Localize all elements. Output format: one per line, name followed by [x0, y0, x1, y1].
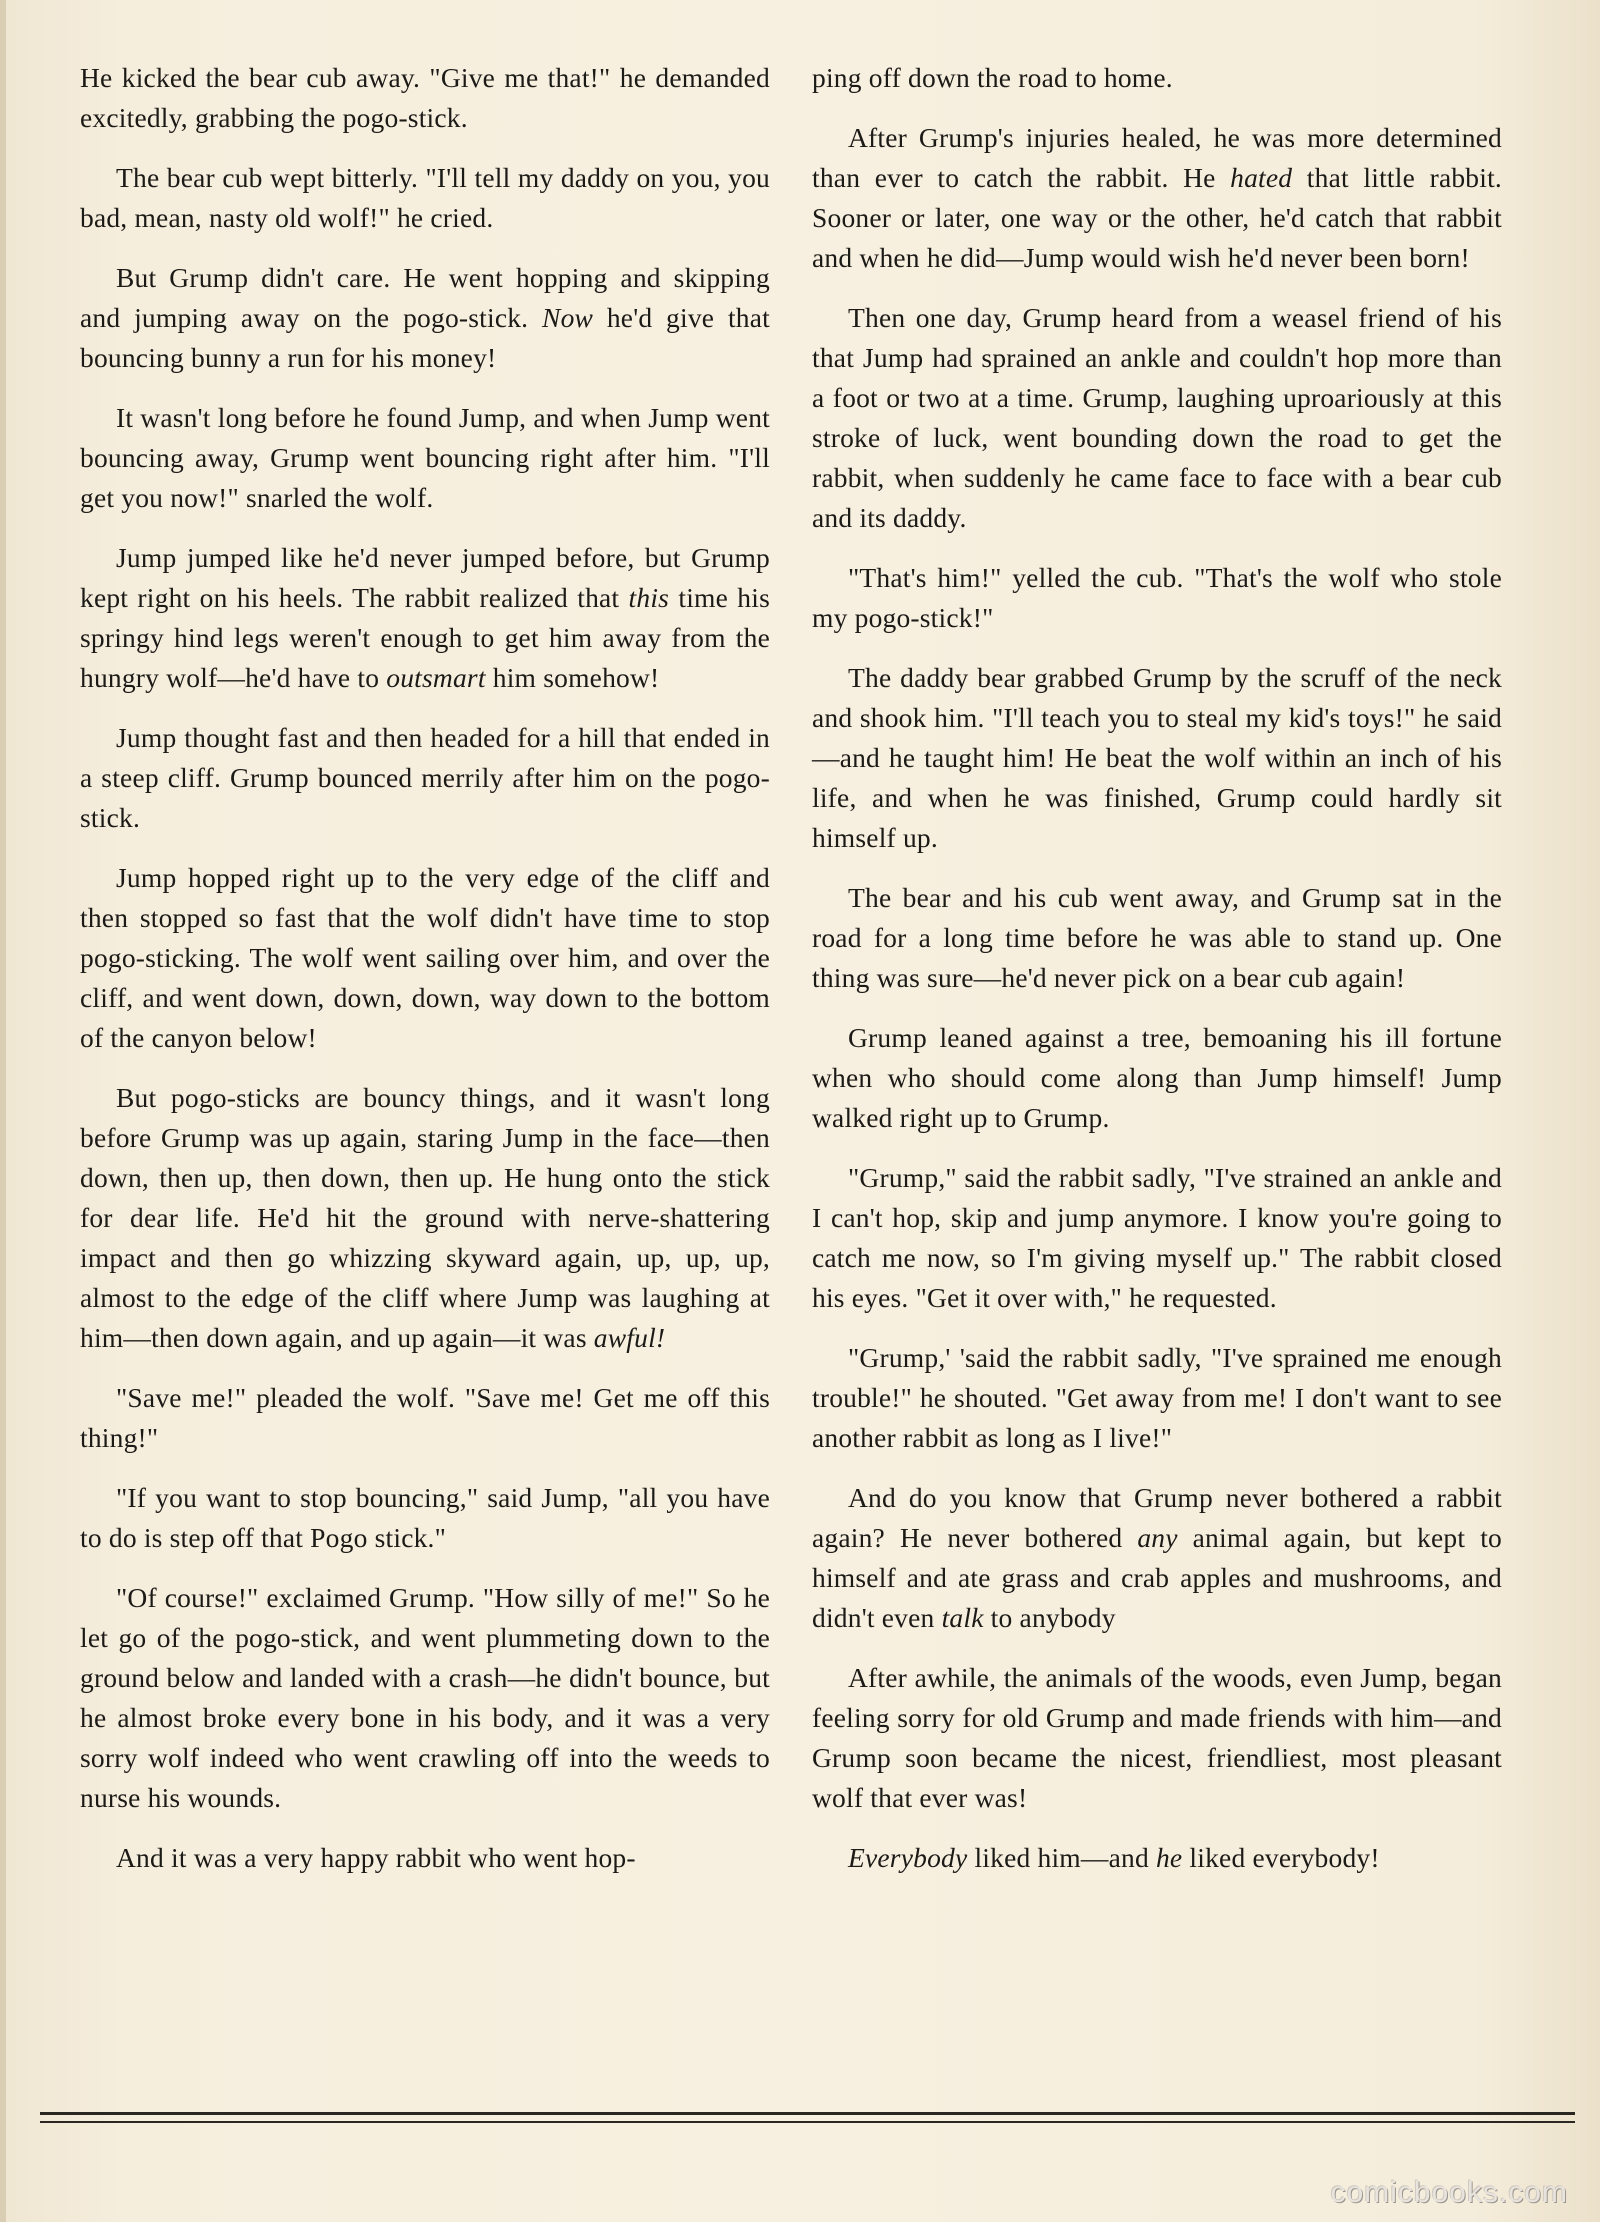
paragraph [80, 858, 770, 1058]
paragraph [80, 1838, 770, 1878]
text-run: Jump jumped like he'd never jumped before, but Grump kept right on his heels. The rabbit realized that [80, 542, 770, 613]
bottom-rule [40, 2112, 1575, 2123]
emphasis-text: outsmart [386, 662, 486, 693]
left-text-column [80, 58, 770, 1898]
text-run: "Grump," said the rabbit sadly, "I've strained an ankle and I can't hop, skip and jump anymore. I know you're going to catch me now, so I'm giving myself up." The rabbit closed his eyes. "Get it over with," he requested. [812, 1162, 1502, 1313]
paragraph [812, 1338, 1502, 1458]
paragraph [812, 1838, 1502, 1878]
emphasis-text: talk [941, 1602, 984, 1633]
paragraph [80, 258, 770, 378]
text-run: After Grump's injuries healed, he was more determined than ever to catch the rabbit. He [812, 122, 1502, 193]
text-run: ping off down the road to home. [812, 62, 1173, 93]
text-run: him somehow! [485, 662, 660, 693]
paragraph [812, 1158, 1502, 1318]
paragraph [80, 718, 770, 838]
paragraph [812, 58, 1502, 98]
paragraph [812, 658, 1502, 858]
paragraph [80, 1378, 770, 1458]
text-run: "Grump,' 'said the rabbit sadly, "I've sprained me enough trouble!" he shouted. "Get away from me! I don't want to see another rabbit as long as I live!" [812, 1342, 1502, 1453]
watermark: comicbooks.com [1330, 2176, 1568, 2209]
text-run: And do you know that Grump never bothered a rabbit again? He never bothered [812, 1482, 1502, 1553]
text-run: After awhile, the animals of the woods, even Jump, began feeling sorry for old Grump and made friends with him—and Grump soon became the nicest, friendliest, most pleasant wolf that ever was! [812, 1662, 1502, 1813]
paragraph [812, 558, 1502, 638]
text-run: The bear and his cub went away, and Grump sat in the road for a long time before he was able to stand up. One thing was sure—he'd never pick on a bear cub again! [812, 882, 1502, 993]
paragraph [812, 1478, 1502, 1638]
scan-edge [0, 0, 6, 2222]
paragraph [812, 118, 1502, 278]
paragraph [80, 58, 770, 138]
text-run: he'd give that bouncing bunny a run for his money! [80, 302, 770, 373]
text-run: Grump leaned against a tree, bemoaning his ill fortune when who should come along than Jump himself! Jump walked right up to Grump. [812, 1022, 1502, 1133]
paragraph [812, 1658, 1502, 1818]
text-run: He kicked the bear cub away. "Give me that!" he demanded excitedly, grabbing the pogo-stick. [80, 62, 770, 133]
emphasis-text: awful! [593, 1322, 666, 1353]
text-run: "That's him!" yelled the cub. "That's the wolf who stole my pogo-stick!" [812, 562, 1502, 633]
paragraph [80, 158, 770, 238]
text-run: And it was a very happy rabbit who went hop- [116, 1842, 636, 1873]
text-run: liked everybody! [1182, 1842, 1380, 1873]
rule-line-thick [40, 2112, 1575, 2115]
text-run: that little rabbit. Sooner or later, one way or the other, he'd catch that rabbit and when he did—Jump would wish he'd never been born! [812, 162, 1502, 273]
emphasis-text: Now [542, 302, 594, 333]
text-run: "Of course!" exclaimed Grump. "How silly of me!" So he let go of the pogo-stick, and went plummeting down to the ground below and landed with a crash—he didn't bounce, but he almost broke every bone in his body, and it was a very sorry wolf indeed who went crawling off into the weeds to nurse his wounds. [80, 1582, 770, 1813]
paragraph [80, 1578, 770, 1818]
emphasis-text: this [628, 582, 670, 613]
text-run: "Save me!" pleaded the wolf. "Save me! Get me off this thing!" [80, 1382, 770, 1453]
text-run: But Grump didn't care. He went hopping and skipping and jumping away on the pogo-stick. [80, 262, 770, 333]
paragraph [80, 1478, 770, 1558]
emphasis-text: any [1137, 1522, 1178, 1553]
text-run: The bear cub wept bitterly. "I'll tell my daddy on you, you bad, mean, nasty old wolf!" he cried. [80, 162, 770, 233]
text-run: Jump hopped right up to the very edge of the cliff and then stopped so fast that the wolf didn't have time to stop pogo-sticking. The wolf went sailing over him, and over the cliff, and went down, down, down, way down to the bottom of the canyon below! [80, 862, 770, 1053]
paragraph [812, 1018, 1502, 1138]
right-text-column [812, 58, 1502, 1898]
text-run: It wasn't long before he found Jump, and when Jump went bouncing away, Grump went bouncing right after him. "I'll get you now!" snarled the wolf. [80, 402, 770, 513]
text-run: The daddy bear grabbed Grump by the scruff of the neck and shook him. "I'll teach you to steal my kid's toys!" he said—and he taught him! He beat the wolf within an inch of his life, and when he was finished, Grump could hardly sit himself up. [812, 662, 1502, 853]
paragraph [812, 878, 1502, 998]
emphasis-text: he [1155, 1842, 1183, 1873]
rule-line-thin [40, 2121, 1575, 2123]
text-run: time his springy hind legs weren't enough to get him away from the hungry wolf—he'd have to [80, 582, 771, 693]
text-run: Then one day, Grump heard from a weasel friend of his that Jump had sprained an ankle and couldn't hop more than a foot or two at a time. Grump, laughing uproariously at this stroke of luck, went bounding down the road to get the rabbit, when suddenly he came face to face with a bear cub and its daddy. [812, 302, 1502, 533]
emphasis-text: hated [1230, 162, 1293, 193]
text-run: Jump thought fast and then headed for a hill that ended in a steep cliff. Grump bounced merrily after him on the pogo-stick. [80, 722, 770, 833]
text-run: "If you want to stop bouncing," said Jump, "all you have to do is step off that Pogo stick." [80, 1482, 770, 1553]
paragraph [812, 298, 1502, 538]
text-run: to anybody [983, 1602, 1116, 1633]
text-run: liked him—and [967, 1842, 1156, 1873]
text-run: animal again, but kept to himself and ate grass and crab apples and mushrooms, and didn't even [812, 1522, 1502, 1633]
paragraph [80, 398, 770, 518]
text-run: But pogo-sticks are bouncy things, and it wasn't long before Grump was up again, staring Jump in the face—then down, then up, then down, then up. He hung onto the stick for dear life. He'd hit the ground with nerve-shattering impact and then go whizzing skyward again, up, up, up, almost to the edge of the cliff where Jump was laughing at him—then down again, and up again—it was [80, 1082, 770, 1353]
emphasis-text: Everybody [848, 1842, 968, 1873]
paragraph [80, 538, 770, 698]
paragraph [80, 1078, 770, 1358]
